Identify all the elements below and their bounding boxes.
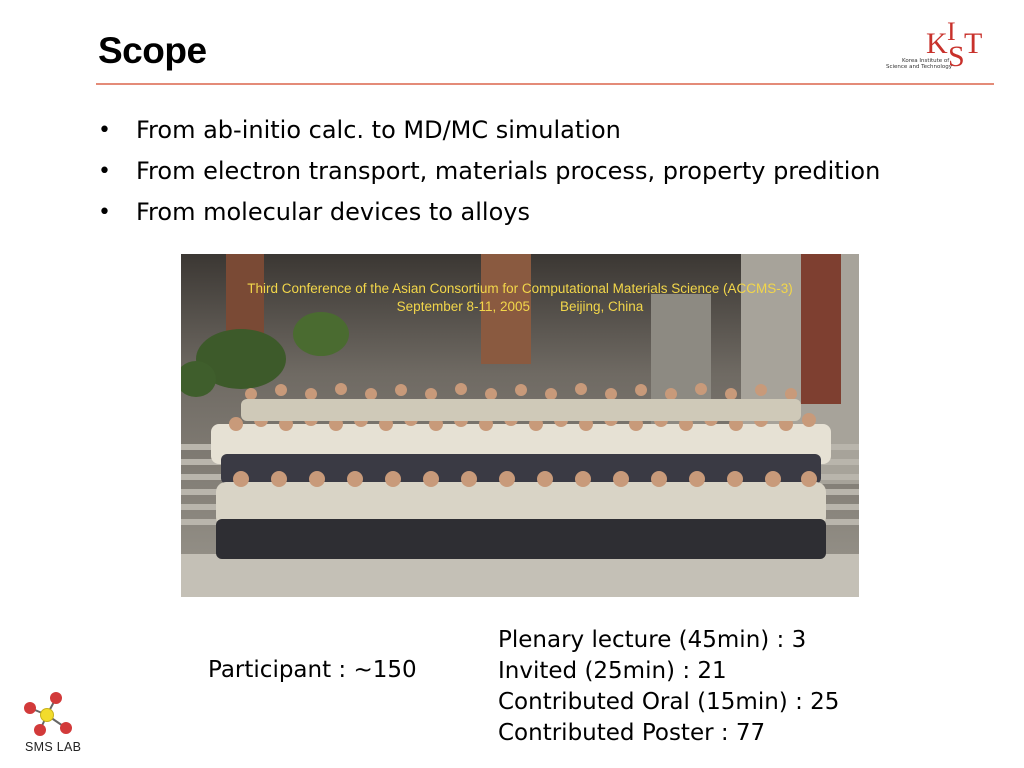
photo-caption [181, 280, 859, 316]
svg-text:K: K [926, 27, 948, 60]
svg-text:I: I [947, 17, 956, 46]
bullet-item: • From ab-initio calc. to MD/MC simulation [98, 110, 880, 151]
stat-contributed-poster: Contributed Poster : 77 [498, 720, 766, 746]
svg-text:T: T [964, 27, 983, 60]
slide-title: Scope [98, 30, 207, 71]
sms-lab-logo [18, 688, 88, 760]
stat-invited: Invited (25min) : 21 [498, 658, 727, 684]
sms-lab-label: SMS LAB [25, 740, 82, 754]
bullet-item: • From electron transport, materials process, property predition [98, 151, 880, 192]
bullet-list [98, 110, 880, 233]
kist-subtitle-line2: Science and Technology [886, 64, 952, 70]
title-divider [96, 83, 994, 85]
kist-subtitle-line1: Korea Institute of [902, 58, 950, 64]
svg-text:S: S [948, 40, 965, 73]
participant-count: Participant : ~150 [208, 657, 417, 683]
sms-lab-molecule-icon [18, 688, 88, 738]
presentation-stats [498, 625, 839, 749]
stat-contributed-oral: Contributed Oral (15min) : 25 [498, 689, 840, 715]
stat-plenary: Plenary lecture (45min) : 3 [498, 627, 807, 653]
bullet-item: • From molecular devices to alloys [98, 192, 880, 233]
group-photo [181, 254, 859, 597]
photo-caption-line2: September 8-11, 2005 Beijing, China [396, 299, 644, 314]
kist-logo [884, 12, 994, 74]
photo-caption-line1: Third Conference of the Asian Consortium for Computational Materials Science (ACCMS-3) [247, 281, 793, 296]
